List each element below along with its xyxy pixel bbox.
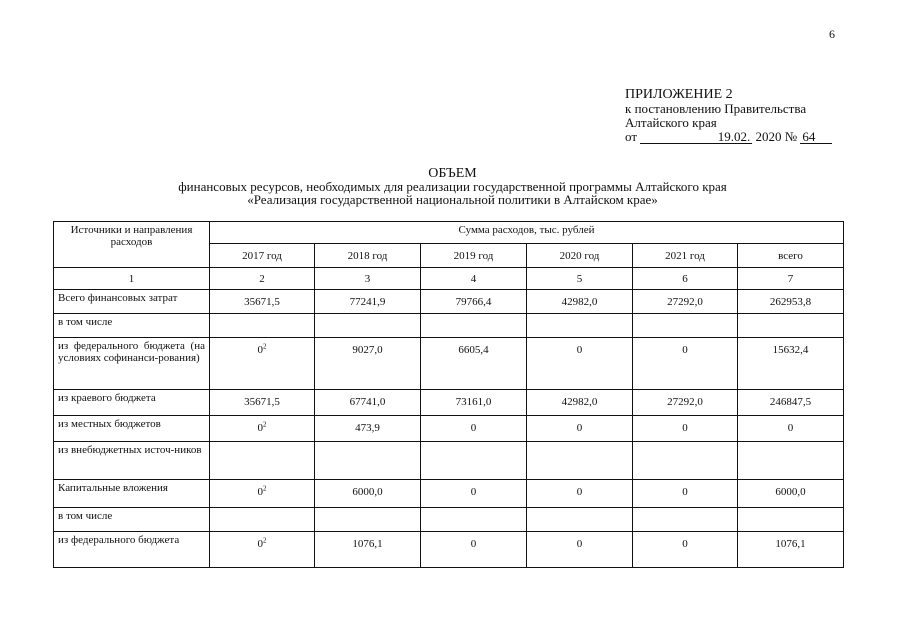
cell-value: 0 xyxy=(421,416,527,442)
appendix-line-2: Алтайского края xyxy=(625,115,717,130)
cell-value: 73161,0 xyxy=(421,390,527,416)
heading-title: ОБЪЕМ xyxy=(428,166,477,181)
table-row xyxy=(54,442,844,480)
table-row xyxy=(54,290,844,314)
decree-year-no: 2020 № xyxy=(755,129,798,144)
from-label: от xyxy=(625,129,638,144)
table-row xyxy=(54,532,844,568)
header-year: 2018 год xyxy=(315,244,421,268)
cell-value: 67741,0 xyxy=(315,390,421,416)
cell-value: 0 xyxy=(421,480,527,508)
cell-value: 246847,5 xyxy=(738,390,844,416)
header-year: 2021 год xyxy=(633,244,738,268)
cell-value: 79766,4 xyxy=(421,290,527,314)
cell-value: 0 xyxy=(633,532,738,568)
column-number: 4 xyxy=(421,268,527,290)
cell-value: $0^2$ xyxy=(210,532,315,568)
cell-value xyxy=(738,442,844,480)
table-row xyxy=(54,390,844,416)
column-number: 6 xyxy=(633,268,738,290)
cell-value: 0 xyxy=(633,416,738,442)
cell-value: 1076,1 xyxy=(315,532,421,568)
cell-value xyxy=(527,442,633,480)
footnote-mark: 2 xyxy=(263,420,267,429)
cell-value: 9027,0 xyxy=(315,338,421,390)
cell-value: 15632,4 xyxy=(738,338,844,390)
cell-value: 42982,0 xyxy=(527,390,633,416)
heading-line-2: «Реализация государственной национальной политики в Алтайском крае» xyxy=(247,192,658,207)
decree-number: 64 xyxy=(800,130,832,144)
budget-table xyxy=(53,221,844,568)
appendix-date-line xyxy=(625,130,832,144)
decree-date: 19.02. xyxy=(640,130,752,144)
cell-value xyxy=(315,508,421,532)
header-sum: Сумма расходов, тыс. рублей xyxy=(210,222,844,244)
cell-value xyxy=(738,508,844,532)
cell-value: 6000,0 xyxy=(315,480,421,508)
cell-value xyxy=(633,314,738,338)
column-number: 3 xyxy=(315,268,421,290)
row-label: из федерального бюджета xyxy=(54,532,210,568)
cell-value xyxy=(315,442,421,480)
column-number: 1 xyxy=(54,268,210,290)
footnote-mark: 2 xyxy=(263,536,267,545)
cell-value: 6605,4 xyxy=(421,338,527,390)
cell-value: 0 xyxy=(421,532,527,568)
footnote-mark: 2 xyxy=(263,342,267,351)
cell-value: 262953,8 xyxy=(738,290,844,314)
header-source: Источники и направления расходов xyxy=(54,222,210,268)
row-label: Капитальные вложения xyxy=(54,480,210,508)
cell-value xyxy=(633,442,738,480)
header-year: 2019 год xyxy=(421,244,527,268)
appendix-block xyxy=(625,88,832,144)
cell-value: 6000,0 xyxy=(738,480,844,508)
cell-value xyxy=(421,508,527,532)
cell-value xyxy=(210,314,315,338)
cell-value xyxy=(527,314,633,338)
page-number: 6 xyxy=(829,27,835,41)
document-heading xyxy=(0,167,905,206)
appendix-title: ПРИЛОЖЕНИЕ 2 xyxy=(625,87,733,102)
cell-value: 0 xyxy=(633,480,738,508)
cell-value: 27292,0 xyxy=(633,290,738,314)
cell-value: 1076,1 xyxy=(738,532,844,568)
cell-value: 0 xyxy=(527,416,633,442)
footnote-mark: 2 xyxy=(263,484,267,493)
column-number-row xyxy=(54,268,844,290)
heading-line-1: финансовых ресурсов, необходимых для реализации государственной программы Алтайского края xyxy=(178,179,727,194)
cell-value: $0^2$ xyxy=(210,480,315,508)
table-row xyxy=(54,338,844,390)
cell-value: 0 xyxy=(527,338,633,390)
row-label: из краевого бюджета xyxy=(54,390,210,416)
header-total: всего xyxy=(738,244,844,268)
cell-value xyxy=(210,508,315,532)
table-row xyxy=(54,416,844,442)
row-label: из местных бюджетов xyxy=(54,416,210,442)
row-label: Всего финансовых затрат xyxy=(54,290,210,314)
cell-value: 0 xyxy=(527,532,633,568)
row-label: в том числе xyxy=(54,314,210,338)
cell-value xyxy=(738,314,844,338)
column-number: 7 xyxy=(738,268,844,290)
cell-value: 35671,5 xyxy=(210,390,315,416)
column-number: 2 xyxy=(210,268,315,290)
column-number: 5 xyxy=(527,268,633,290)
cell-value xyxy=(421,314,527,338)
cell-value: 473,9 xyxy=(315,416,421,442)
row-label: из федерального бюджета (на условиях софинанси-рования) xyxy=(54,338,210,390)
header-year: 2017 год xyxy=(210,244,315,268)
row-label: в том числе xyxy=(54,508,210,532)
cell-value: $0^2$ xyxy=(210,338,315,390)
table-row xyxy=(54,314,844,338)
cell-value: 35671,5 xyxy=(210,290,315,314)
cell-value: 0 xyxy=(527,480,633,508)
cell-value xyxy=(421,442,527,480)
cell-value: 77241,9 xyxy=(315,290,421,314)
cell-value xyxy=(633,508,738,532)
cell-value: 27292,0 xyxy=(633,390,738,416)
header-year: 2020 год xyxy=(527,244,633,268)
table-row xyxy=(54,480,844,508)
table-row xyxy=(54,508,844,532)
row-label: из внебюджетных источ-ников xyxy=(54,442,210,480)
appendix-line-1: к постановлению Правительства xyxy=(625,101,807,116)
cell-value: 0 xyxy=(738,416,844,442)
cell-value xyxy=(210,442,315,480)
cell-value: 0 xyxy=(633,338,738,390)
cell-value xyxy=(315,314,421,338)
cell-value: $0^2$ xyxy=(210,416,315,442)
cell-value xyxy=(527,508,633,532)
cell-value: 42982,0 xyxy=(527,290,633,314)
